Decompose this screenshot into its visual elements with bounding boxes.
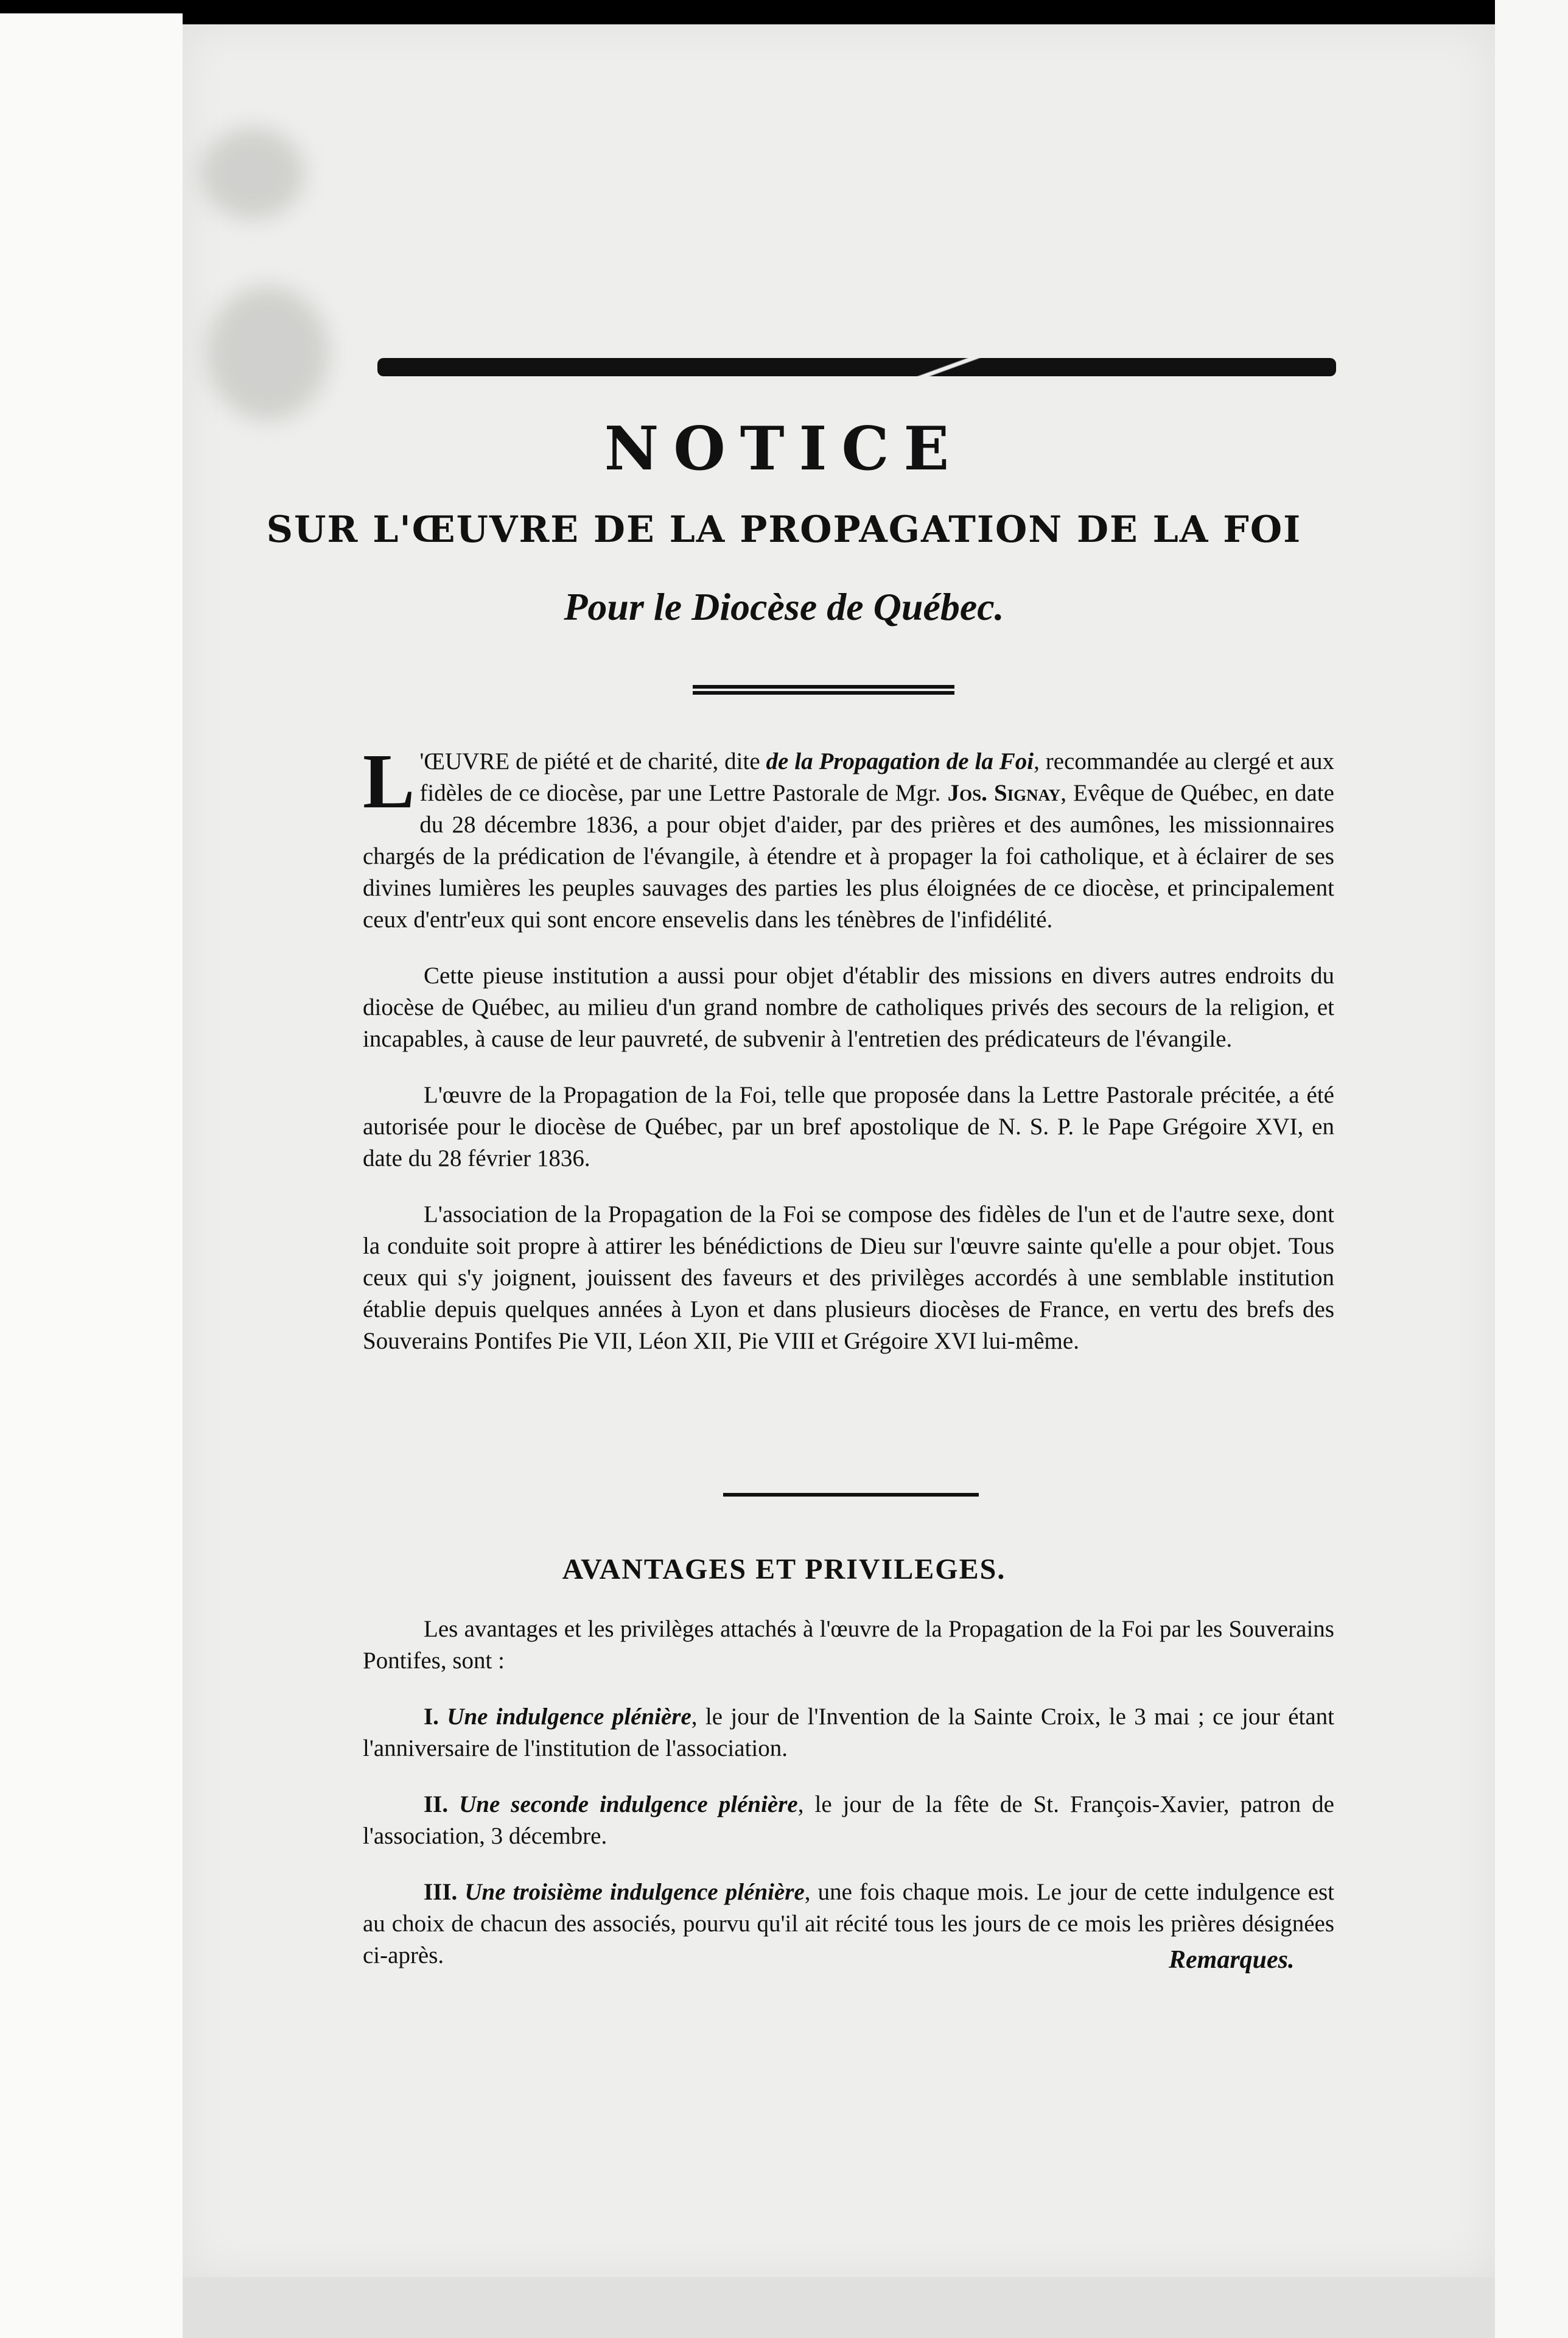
notice-body <box>363 738 1334 1381</box>
section-divider <box>723 1493 979 1497</box>
double-rule-divider <box>693 685 954 695</box>
catchword: Remarques. <box>1169 1946 1295 1974</box>
page-subtitle: SUR L'ŒUVRE DE LA PROPAGATION DE LA FOI <box>266 508 1302 551</box>
paragraph-1: L 'ŒUVRE de piété et de charité, dite de la Propagation de la Foi, recommandée au clergé et aux fidèles de ce diocèse, par une Lettre Pastorale de Mgr. Jos. Signay, Evêque de Québec, en date du 28 décembre 1836, a pour objet d'aider, par des prières et des aumônes, les missionnaires chargés de la prédication de l'évangile, à étendre et à propager la foi catholique, et à éclairer de ses divines lumières les peuples sauvages des parties les plus éloignées de ce diocèse, et principalement ceux d'entr'eux qui sont encore ensevelis dans les ténèbres de l'infidélité. <box>363 738 1334 933</box>
ink-stain <box>207 286 329 420</box>
section-heading: AVANTAGES ET PRIVILEGES. <box>562 1553 1006 1585</box>
privilege-item: III. Une troisième indulgence plénière, une fois chaque mois. Le jour de cette indulgence est au choix de chacun des associés, pourvu qu'il ait récité tous les jours de ce mois les prières désignées ci-après. <box>363 1879 1334 1968</box>
privileges-intro: Les avantages et les privilèges attachés à l'œuvre de la Propagation de la Foi par les Souverains Pontifes, sont : <box>363 1616 1334 1674</box>
top-heavy-rule <box>377 358 1336 376</box>
page-title: NOTICE <box>604 414 964 484</box>
left-page-margin <box>0 13 183 2338</box>
privilege-item: II. Une seconde indulgence plénière, le jour de la fête de St. François-Xavier, patron de l'association, 3 décembre. <box>363 1791 1334 1849</box>
paragraph-4: L'association de la Propagation de la Foi se compose des fidèles de l'un et de l'autre sexe, dont la conduite soit propre à attirer les bénédictions de Dieu sur l'œuvre sainte qu'elle a pour objet. Tous ceux qui s'y joignent, jouissent des faveurs et des privilèges accordés à une semblable institution établie depuis quelques années à Lyon et dans plusieurs diocèses de France, en vertu des brefs des Souverains Pontifes Pie VII, Léon XII, Pie VIII et Grégoire XVI lui-même. <box>363 1201 1334 1354</box>
privilege-item: I. Une indulgence plénière, le jour de l'Invention de la Sainte Croix, le 3 mai ; ce jour étant l'anniversaire de l'institution de l'association. <box>363 1704 1335 1761</box>
right-page-edge <box>1495 0 1568 2338</box>
ink-stain <box>201 128 304 219</box>
drop-cap: L <box>363 738 415 824</box>
paragraph-2: Cette pieuse institution a aussi pour objet d'établir des missions en divers autres endroits du diocèse de Québec, au milieu d'un grand nombre de catholiques privés des secours de la religion, et incapables, à cause de leur pauvreté, de subvenir à l'entretien des prédicateurs de l'évangile. <box>363 963 1334 1052</box>
paragraph-3: L'œuvre de la Propagation de la Foi, telle que proposée dans la Lettre Pastorale précitée, a été autorisée pour le diocèse de Québec, par un bref apostolique de N. S. P. le Pape Grégoire XVI, en date du 28 février 1836. <box>363 1082 1334 1171</box>
scan-top-border <box>0 0 1568 13</box>
privileges-list <box>363 1613 1334 1996</box>
page-bottom-shadow <box>183 2277 1495 2338</box>
diocese-heading: Pour le Diocèse de Québec. <box>564 585 1004 628</box>
